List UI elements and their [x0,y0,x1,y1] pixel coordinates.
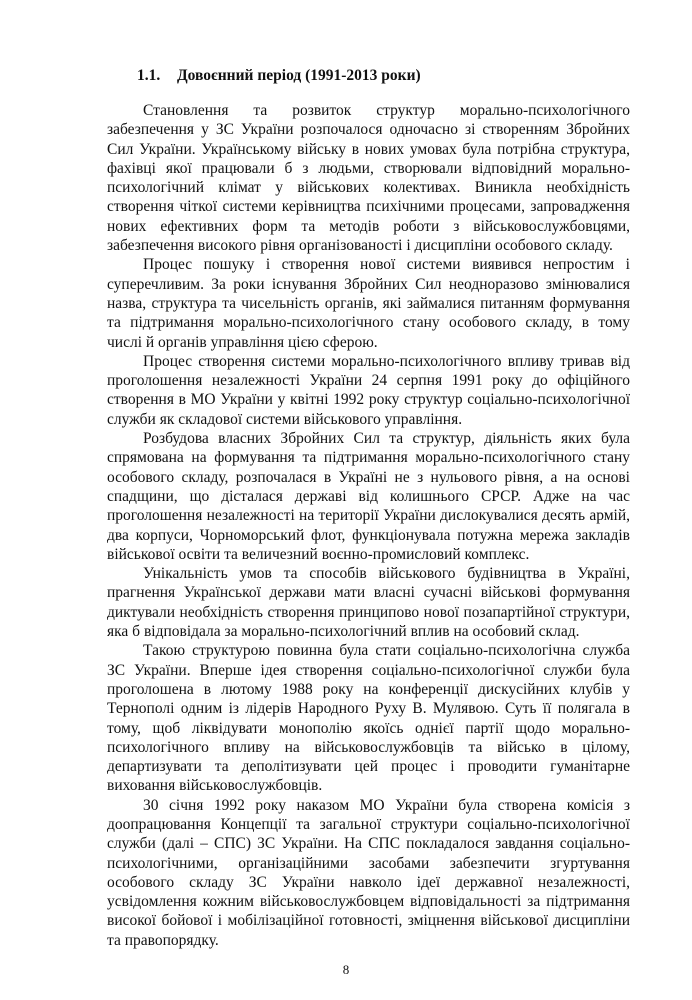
page-number: 8 [342,962,350,977]
section-title: Довоєнний період (1991-2013 роки) [177,67,421,84]
paragraph: Процес пошуку і створення нової системи виявився непростим і суперечливим. За роки існування Збройних Сил неодноразово змінювалися назва, структура та чисельність органів, які займалися питанням формування та підтримання морально-психологічного стану особового складу, в тому числі й органів управління цією сферою. [107,256,630,351]
paragraph: Процес створення системи морально-психологічного впливу тривав від проголошення незалежності України 24 серпня 1991 року до офіційного створення в МО України у квітні 1992 року структур соціально-психологічної служби як складової системи військового управління. [107,352,630,428]
paragraph: Становлення та розвиток структур морально-психологічного забезпечення у ЗС України розпочалося одночасно зі створенням Збройних Сил України. Українському війську в нових умовах була потрібна структура, фахівці якої працювали б з людьми, створювали відповідний морально-психологічний клімат у військових колективах. Виникла необхідність створення чіткої системи керівництва психічними процесами, запровадження нових ефективних форм та методів роботи з військовослужбовцями, забезпечення високого рівня організованості і дисципліни особового складу. [107,102,630,255]
section-number: 1.1. [137,67,161,84]
paragraph: Розбудова власних Збройних Сил та структур, діяльність яких була спрямована на формування та підтримання морально-психологічного стану особового складу, розпочалася в Україні не з нульового рівня, а на основі спадщини, що дісталася державі від колишнього СРСР. Адже на час проголошення незалежності на території України дислокувалися десять армій, два корпуси, Чорноморський флот, функціонувала потужна мережа закладів військової освіти та величезний воєнно-промисловий комплекс. [107,430,630,563]
section-heading [137,66,421,86]
paragraph: Унікальність умов та способів військового будівництва в Україні, прагнення Української держави мати власні сучасні військові формування диктували необхідність створення принципово нової позапартійної структури, яка б відповідала за морально-психологічний вплив на особовий склад. [107,565,630,641]
body-text [107,101,630,950]
paragraph: 30 січня 1992 року наказом МО України була створена комісія з доопрацювання Концепції та загальної структури соціально-психологічної служби (далі – СПС) ЗС України. На СПС покладалося завдання соціально-психологічними, організаційними засобами забезпечити згуртування особового складу ЗС України навколо ідеї державної незалежності, усвідомлення кожним військовослужбовцем відповідальності за підтримання високої бойової і мобілізаційної готовності, зміцнення військової дисципліни та правопорядку. [107,796,630,949]
paragraph: Такою структурою повинна була стати соціально-психологічна служба ЗС України. Вперше ідея створення соціально-психологічної служби була проголошена в лютому 1988 року на конференції дискусійних клубів у Тернополі одним із лідерів Народного Руху В. Мулявою. Суть її полягала в тому, щоб ліквідувати монополію якоїсь однієї партії щодо морально-психологічного впливу на військовослужбовців та військо в цілому, департизувати та деполітизувати цей процес і проводити гуманітарне виховання військовослужбовців. [107,642,630,795]
